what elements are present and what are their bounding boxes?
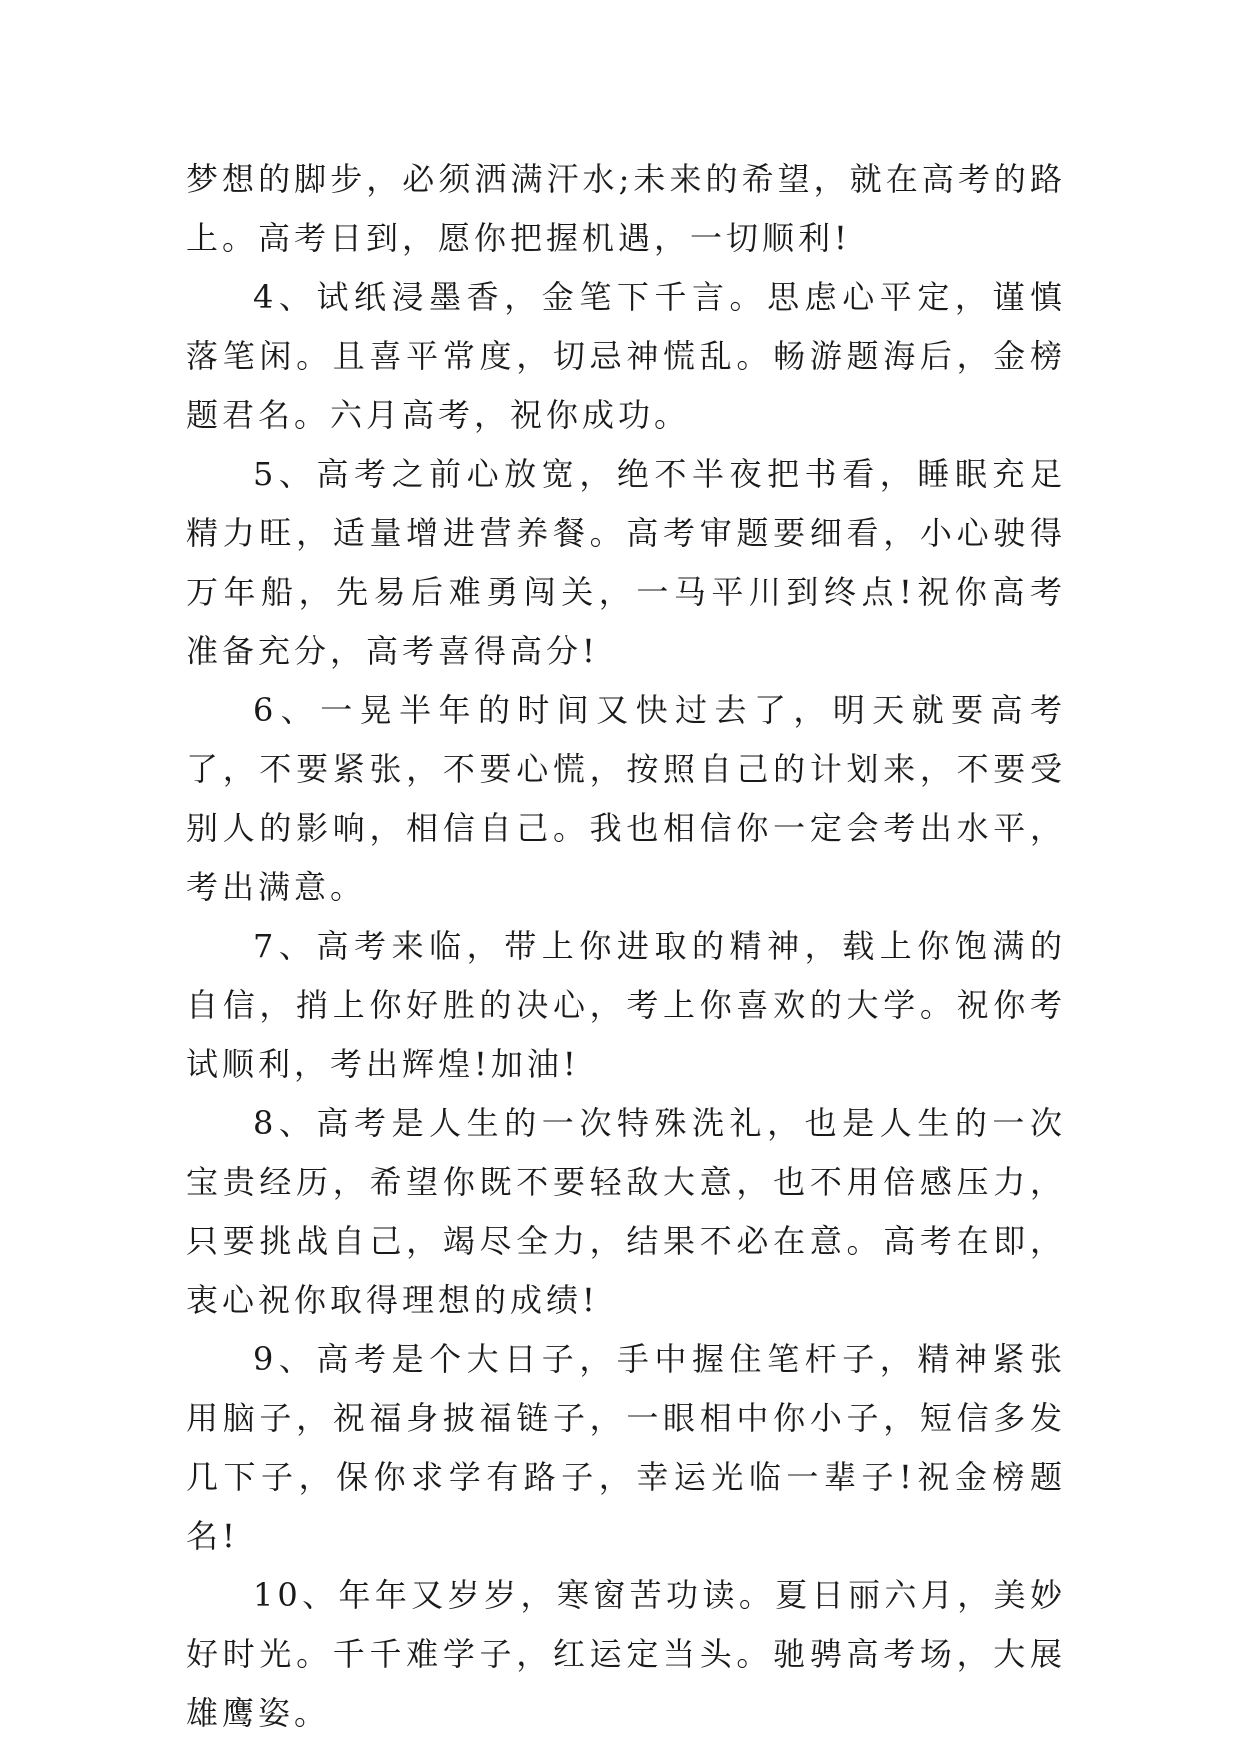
paragraph-item-6: 6、一晃半年的时间又快过去了，明天就要高考了，不要紧张，不要心慌，按照自己的计划来，不要受别人的影响，相信自己。我也相信你一定会考出水平，考出满意。 (186, 691, 1066, 906)
paragraph-item-10: 10、年年又岁岁，寒窗苦功读。夏日丽六月，美妙好时光。千千难学子，红运定当头。驰骋高考场，大展雄鹰姿。 (186, 1576, 1066, 1732)
paragraph-continuation: 梦想的脚步，必须洒满汗水;未来的希望，就在高考的路上。高考日到，愿你把握机遇，一切顺利! (186, 160, 1066, 257)
paragraph-item-8: 8、高考是人生的一次特殊洗礼，也是人生的一次宝贵经历，希望你既不要轻敌大意，也不用倍感压力，只要挑战自己，竭尽全力，结果不必在意。高考在即，衷心祝你取得理想的成绩! (186, 1104, 1066, 1319)
paragraph-item-5: 5、高考之前心放宽，绝不半夜把书看，睡眠充足精力旺，适量增进营养餐。高考审题要细看，小心驶得万年船，先易后难勇闯关，一马平川到终点!祝你高考准备充分，高考喜得高分! (186, 455, 1066, 670)
document-body (186, 150, 1066, 1743)
paragraph-item-4: 4、试纸浸墨香，金笔下千言。思虑心平定，谨慎落笔闲。且喜平常度，切忌神慌乱。畅游题海后，金榜题君名。六月高考，祝你成功。 (186, 278, 1066, 434)
paragraph-item-9: 9、高考是个大日子，手中握住笔杆子，精神紧张用脑子，祝福身披福链子，一眼相中你小子，短信多发几下子，保你求学有路子，幸运光临一辈子!祝金榜题名! (186, 1340, 1066, 1555)
paragraph-item-7: 7、高考来临，带上你进取的精神，载上你饱满的自信，捎上你好胜的决心，考上你喜欢的大学。祝你考试顺利，考出辉煌!加油! (186, 927, 1066, 1083)
